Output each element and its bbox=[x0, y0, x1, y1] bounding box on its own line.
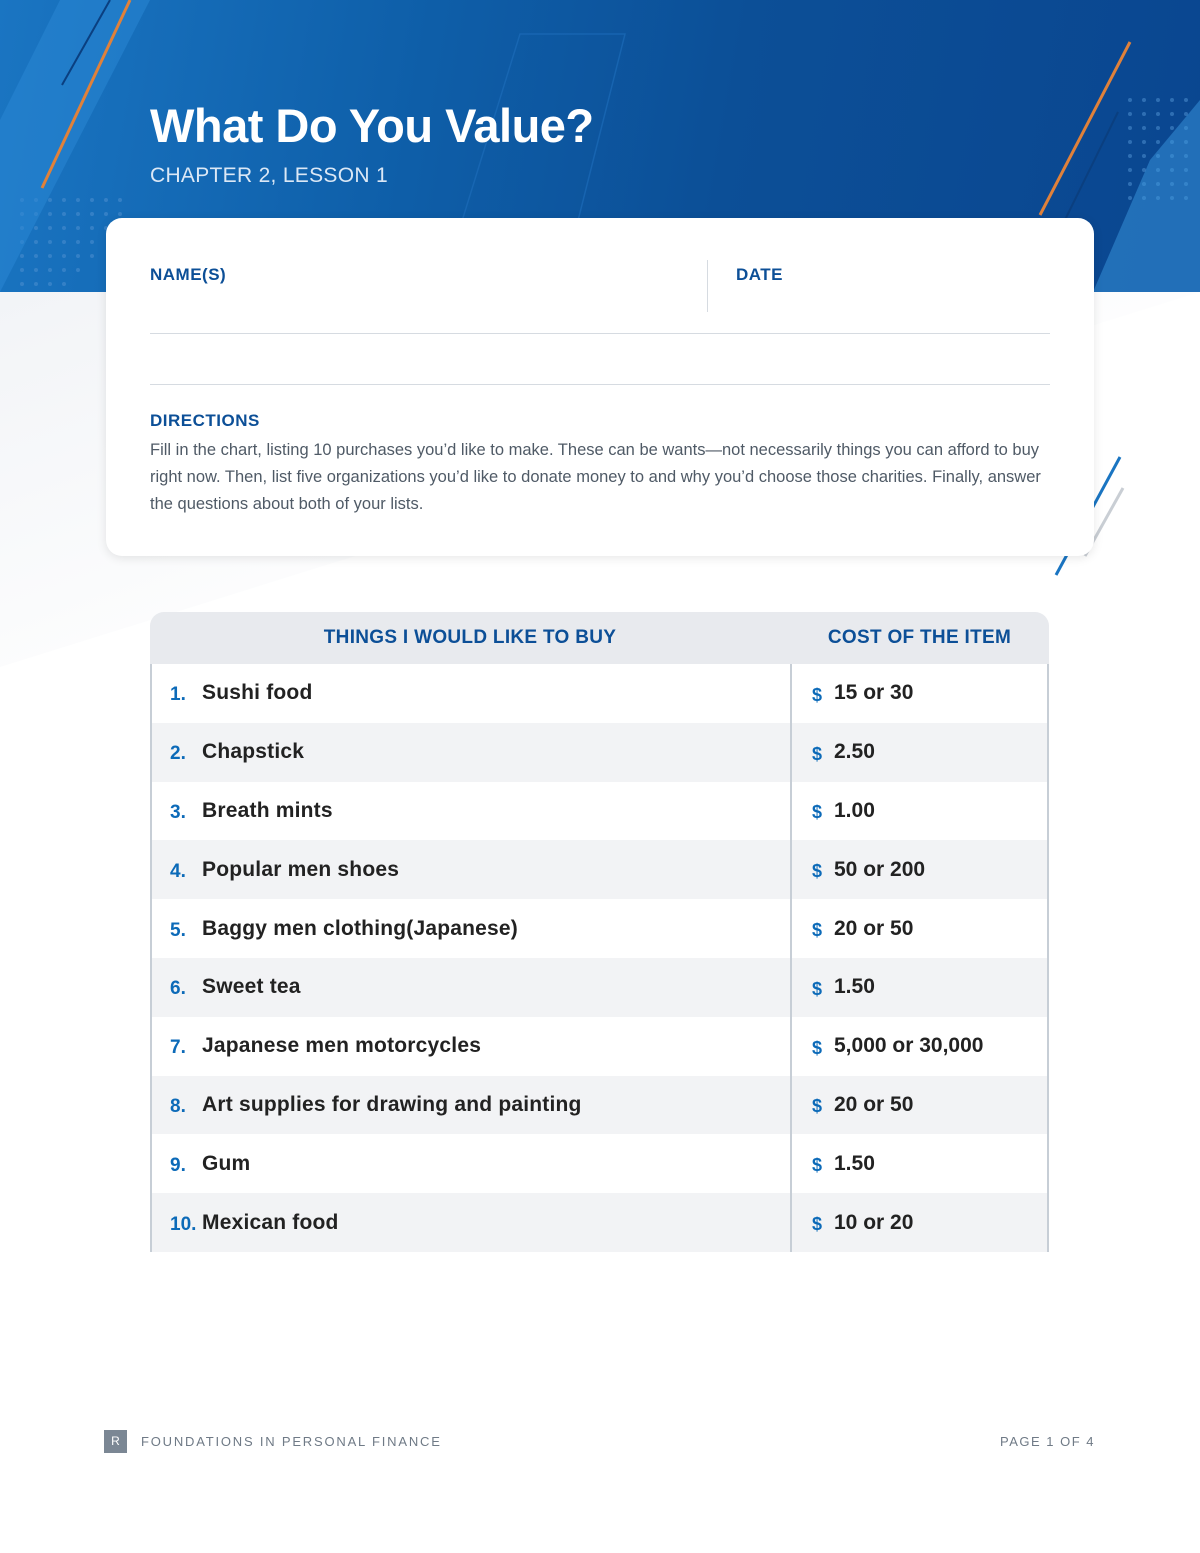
second-name-underline bbox=[150, 384, 1050, 385]
brand-logo-icon: R bbox=[104, 1430, 127, 1453]
table-row bbox=[152, 664, 1047, 723]
row-number: 4. bbox=[170, 860, 186, 882]
cost-cell[interactable] bbox=[792, 958, 1047, 1017]
item-cell[interactable] bbox=[152, 723, 792, 782]
dollar-sign: $ bbox=[812, 1214, 823, 1235]
table-body bbox=[150, 664, 1049, 1252]
item-cell[interactable] bbox=[152, 1076, 792, 1135]
cost-text: 2.50 bbox=[834, 740, 875, 764]
cost-cell[interactable] bbox=[792, 1193, 1047, 1252]
table-row bbox=[152, 958, 1047, 1017]
cost-cell[interactable] bbox=[792, 840, 1047, 899]
row-number: 6. bbox=[170, 978, 186, 1000]
item-text: Japanese men motorcycles bbox=[202, 1034, 482, 1058]
name-label: NAME(S) bbox=[150, 265, 227, 284]
item-text: Mexican food bbox=[202, 1210, 339, 1234]
item-cell[interactable] bbox=[152, 899, 792, 958]
cost-text: 10 or 20 bbox=[834, 1210, 914, 1234]
item-cell[interactable] bbox=[152, 782, 792, 841]
purchases-table bbox=[150, 612, 1049, 1252]
item-text: Art supplies for drawing and painting bbox=[202, 1092, 582, 1116]
cost-text: 5,000 or 30,000 bbox=[834, 1034, 984, 1058]
table-row bbox=[152, 782, 1047, 841]
table-header bbox=[150, 612, 1049, 664]
item-text: Sweet tea bbox=[202, 975, 301, 999]
row-number: 5. bbox=[170, 919, 186, 941]
cost-cell[interactable] bbox=[792, 723, 1047, 782]
cost-cell[interactable] bbox=[792, 782, 1047, 841]
dollar-sign: $ bbox=[812, 1037, 823, 1058]
cost-cell[interactable] bbox=[792, 664, 1047, 723]
name-date-underline bbox=[150, 333, 1050, 334]
row-number: 1. bbox=[170, 684, 186, 706]
table-row bbox=[152, 1076, 1047, 1135]
cost-cell[interactable] bbox=[792, 1134, 1047, 1193]
table-row bbox=[152, 1134, 1047, 1193]
cost-text: 20 or 50 bbox=[834, 916, 914, 940]
item-text: Breath mints bbox=[202, 798, 333, 822]
row-number: 9. bbox=[170, 1154, 186, 1176]
cost-cell[interactable] bbox=[792, 899, 1047, 958]
row-number: 7. bbox=[170, 1037, 186, 1059]
item-text: Baggy men clothing(Japanese) bbox=[202, 916, 518, 940]
row-number: 3. bbox=[170, 801, 186, 823]
dollar-sign: $ bbox=[812, 1155, 823, 1176]
page-title: What Do You Value? bbox=[150, 99, 594, 152]
page-number: PAGE 1 OF 4 bbox=[999, 1434, 1095, 1449]
field-divider bbox=[707, 260, 708, 312]
cost-text: 20 or 50 bbox=[834, 1092, 914, 1116]
item-cell[interactable] bbox=[152, 1193, 792, 1252]
item-cell[interactable] bbox=[152, 1017, 792, 1076]
dollar-sign: $ bbox=[812, 1096, 823, 1117]
item-cell[interactable] bbox=[152, 1134, 792, 1193]
table-row bbox=[152, 899, 1047, 958]
date-label: DATE bbox=[736, 265, 784, 284]
item-text: Gum bbox=[202, 1151, 251, 1175]
dollar-sign: $ bbox=[812, 978, 823, 999]
cost-text: 1.00 bbox=[834, 798, 875, 822]
item-cell[interactable] bbox=[152, 840, 792, 899]
directions-text: Fill in the chart, listing 10 purchases you’d like to make. These can be wants—not necessarily things you can afford to buy right now. Then, list five organizations you’d like to donate money to and why you’d choose those charities. Finally, answer the questions about both of your lists. bbox=[150, 441, 1041, 513]
cost-text: 1.50 bbox=[834, 1151, 875, 1175]
dollar-sign: $ bbox=[812, 920, 823, 941]
row-number: 10. bbox=[170, 1213, 197, 1235]
item-cell[interactable] bbox=[152, 664, 792, 723]
row-number: 2. bbox=[170, 743, 186, 765]
table-row bbox=[152, 840, 1047, 899]
cost-cell[interactable] bbox=[792, 1076, 1047, 1135]
row-number: 8. bbox=[170, 1095, 186, 1117]
dollar-sign: $ bbox=[812, 802, 823, 823]
cost-cell[interactable] bbox=[792, 1017, 1047, 1076]
worksheet-card bbox=[106, 218, 1094, 556]
page-subtitle: CHAPTER 2, LESSON 1 bbox=[150, 164, 388, 187]
cost-text: 1.50 bbox=[834, 975, 875, 999]
item-cell[interactable] bbox=[152, 958, 792, 1017]
cost-text: 50 or 200 bbox=[834, 857, 926, 881]
dollar-sign: $ bbox=[812, 743, 823, 764]
directions-label: DIRECTIONS bbox=[150, 411, 260, 430]
table-row bbox=[152, 1193, 1047, 1252]
table-row bbox=[152, 1017, 1047, 1076]
item-text: Chapstick bbox=[202, 740, 305, 764]
table-row bbox=[152, 723, 1047, 782]
dollar-sign: $ bbox=[812, 684, 823, 705]
column-header-cost: COST OF THE ITEM bbox=[827, 627, 1012, 648]
column-header-item: THINGS I WOULD LIKE TO BUY bbox=[323, 627, 617, 648]
item-text: Sushi food bbox=[202, 681, 313, 705]
cost-text: 15 or 30 bbox=[834, 681, 914, 705]
footer-brand-text: FOUNDATIONS IN PERSONAL FINANCE bbox=[141, 1434, 442, 1449]
item-text: Popular men shoes bbox=[202, 857, 400, 881]
dollar-sign: $ bbox=[812, 861, 823, 882]
